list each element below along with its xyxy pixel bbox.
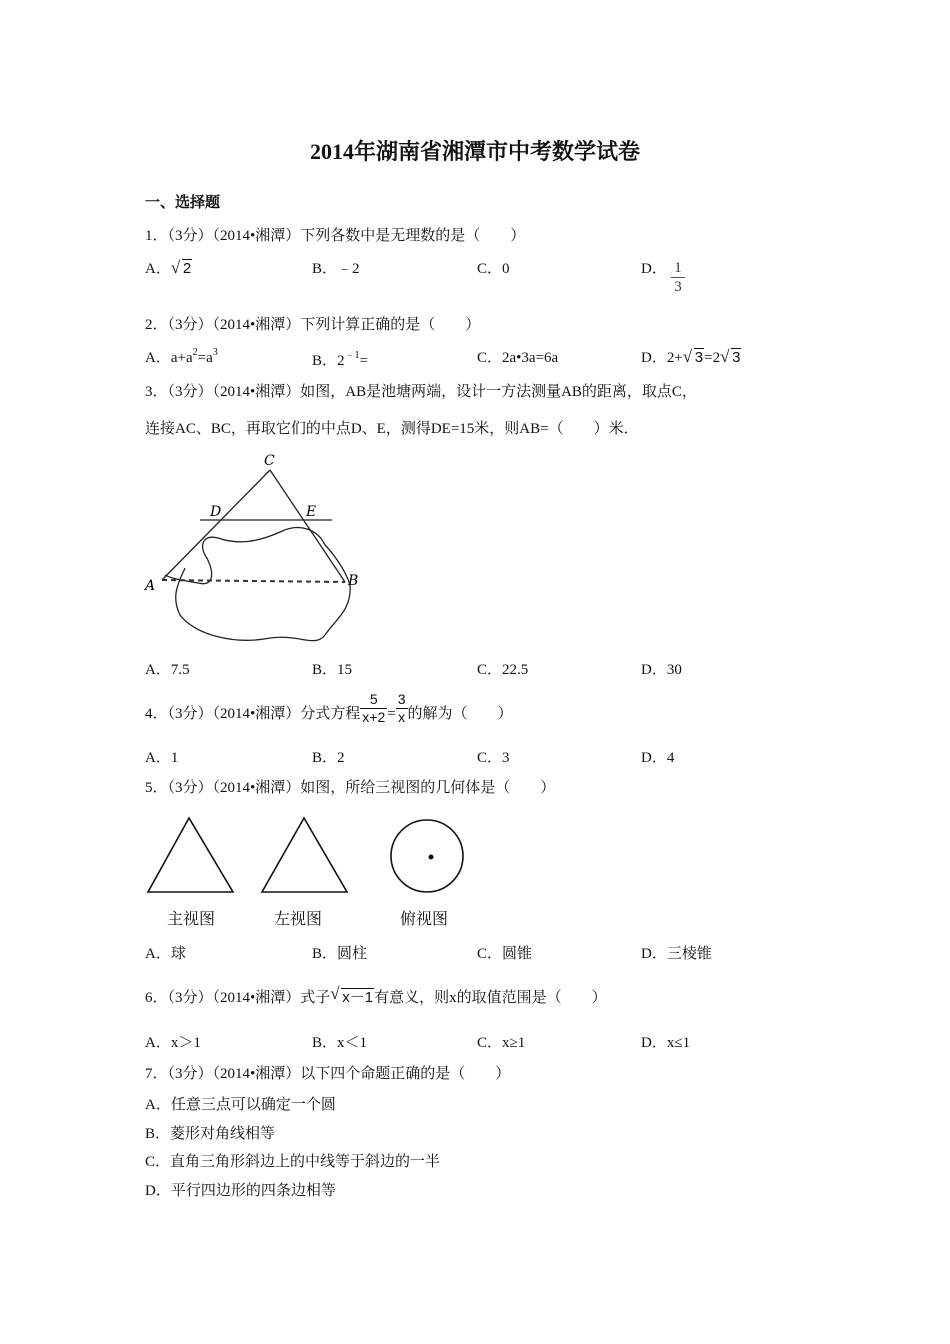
label-a: A	[145, 578, 156, 594]
left-view-caption: 左视图	[274, 911, 323, 928]
sqrt-expression: √ 2	[170, 258, 192, 277]
stem-text: 6．（3分）（2014•湘潭）式子	[145, 990, 331, 1006]
label-e: E	[306, 504, 317, 520]
exponent: ﹣1	[344, 350, 360, 361]
fraction-3-over-x	[396, 691, 408, 726]
radicand: 3	[694, 349, 704, 366]
option-label: A．	[145, 261, 171, 277]
question-7-option-a: A．任意三点可以确定一个圆	[145, 1097, 336, 1113]
fraction-5-over-x-plus-2	[360, 691, 387, 726]
fraction-denominator: x	[398, 709, 406, 726]
fraction-numerator: 5	[360, 691, 387, 709]
three-views-figure	[140, 812, 480, 897]
question-2-option-c: C．2a•3a=6a	[477, 350, 559, 366]
question-3-option-b: B．15	[312, 662, 353, 678]
question-4-option-b: B．2	[312, 750, 345, 766]
fraction-numerator: 3	[397, 691, 406, 708]
pond-figure	[140, 450, 370, 650]
question-1-stem: 1．（3分）（2014•湘潭）下列各数中是无理数的是（ ）	[145, 228, 526, 244]
question-4-option-c: C．3	[477, 750, 510, 766]
exponent: 2	[192, 347, 198, 358]
expr-part: =2	[704, 350, 721, 366]
segment-ac	[162, 470, 270, 580]
question-5-option-b: B．圆柱	[312, 946, 368, 962]
sqrt-expression: √ x－1	[330, 984, 374, 1006]
question-3-stem-line-2: 连接AC、BC，再取它们的中点D、E，测得DE=15米，则AB=（ ）米．	[145, 421, 639, 437]
label-c: C	[264, 453, 275, 469]
question-6-stem	[145, 986, 607, 1007]
sqrt-expression: √ 3	[682, 347, 704, 366]
question-3-option-a: A．7.5	[145, 662, 190, 678]
sqrt-expression: √ 3	[720, 347, 741, 366]
fraction-denominator: 3	[674, 279, 682, 295]
expr-part: B．2	[312, 353, 345, 369]
question-7-stem: 7．（3分）（2014•湘潭）以下四个命题正确的是（ ）	[145, 1066, 511, 1082]
question-5-option-c: C．圆锥	[477, 946, 533, 962]
radicand: 2	[182, 260, 192, 277]
question-4-option-a: A．1	[145, 750, 179, 766]
question-1-option-d	[641, 257, 667, 278]
fraction-denominator: x+2	[362, 709, 386, 726]
option-label: D．	[641, 261, 667, 277]
question-1-option-b: B．﹣2	[312, 261, 360, 277]
question-6-option-b: B．x＜1	[312, 1035, 368, 1051]
expr-part: =	[359, 353, 368, 369]
top-view-circle	[391, 820, 463, 892]
question-2-option-d	[641, 346, 741, 367]
question-2-stem: 2．（3分）（2014•湘潭）下列计算正确的是（ ）	[145, 317, 481, 333]
stem-text: 4．（3分）（2014•湘潭）分式方程	[145, 706, 361, 722]
question-5-option-d: D．三棱锥	[641, 946, 712, 962]
front-view-caption: 主视图	[167, 911, 216, 928]
expr-part: D．2+	[641, 350, 683, 366]
question-6-option-a: A．x＞1	[145, 1035, 201, 1051]
question-3-option-c: C．22.5	[477, 662, 529, 678]
equals-sign: =	[387, 706, 396, 722]
label-b: B	[348, 573, 359, 589]
fraction-numerator: 1	[671, 259, 685, 278]
expr-part: =a	[197, 350, 213, 366]
radicand: x－1	[342, 989, 374, 1006]
section-title: 一、选择题	[145, 195, 221, 211]
question-3-stem-line-1: 3．（3分）（2014•湘潭）如图，AB是池塘两端，设计一方法测量AB的距离，取点C，	[145, 384, 697, 400]
exponent: 3	[212, 347, 218, 358]
question-3-option-d: D．30	[641, 662, 682, 678]
question-7-option-b: B．菱形对角线相等	[145, 1126, 276, 1142]
question-4-stem	[145, 691, 513, 726]
stem-text: 有意义，则x的取值范围是（ ）	[374, 990, 607, 1006]
radicand: 3	[732, 349, 741, 366]
page-title: 2014年湖南省湘潭市中考数学试卷	[309, 139, 640, 164]
left-view-triangle	[262, 818, 347, 892]
question-7-option-d: D．平行四边形的四条边相等	[145, 1183, 336, 1199]
fraction-one-third	[671, 259, 685, 296]
question-2-option-b	[312, 346, 368, 370]
question-6-option-d: D．x≤1	[641, 1035, 691, 1051]
question-1-option-a	[145, 257, 192, 278]
question-4-option-d: D．4	[641, 750, 675, 766]
question-5-stem: 5．（3分）（2014•湘潭）如图，所给三视图的几何体是（ ）	[145, 780, 556, 796]
question-6-option-c: C．x≥1	[477, 1035, 526, 1051]
segment-bc	[270, 470, 345, 582]
question-2-option-a	[145, 346, 218, 367]
stem-text: 的解为（ ）	[407, 706, 513, 722]
question-1-option-c: C．0	[477, 261, 510, 277]
front-view-triangle	[148, 818, 233, 892]
label-d: D	[210, 504, 222, 520]
top-view-center-dot	[429, 855, 434, 860]
expr-part: A．a+a	[145, 350, 193, 366]
question-7-option-c: C．直角三角形斜边上的中线等于斜边的一半	[145, 1154, 441, 1170]
pond-outline	[165, 528, 350, 641]
question-5-option-a: A．球	[145, 946, 186, 962]
top-view-caption: 俯视图	[400, 911, 449, 928]
